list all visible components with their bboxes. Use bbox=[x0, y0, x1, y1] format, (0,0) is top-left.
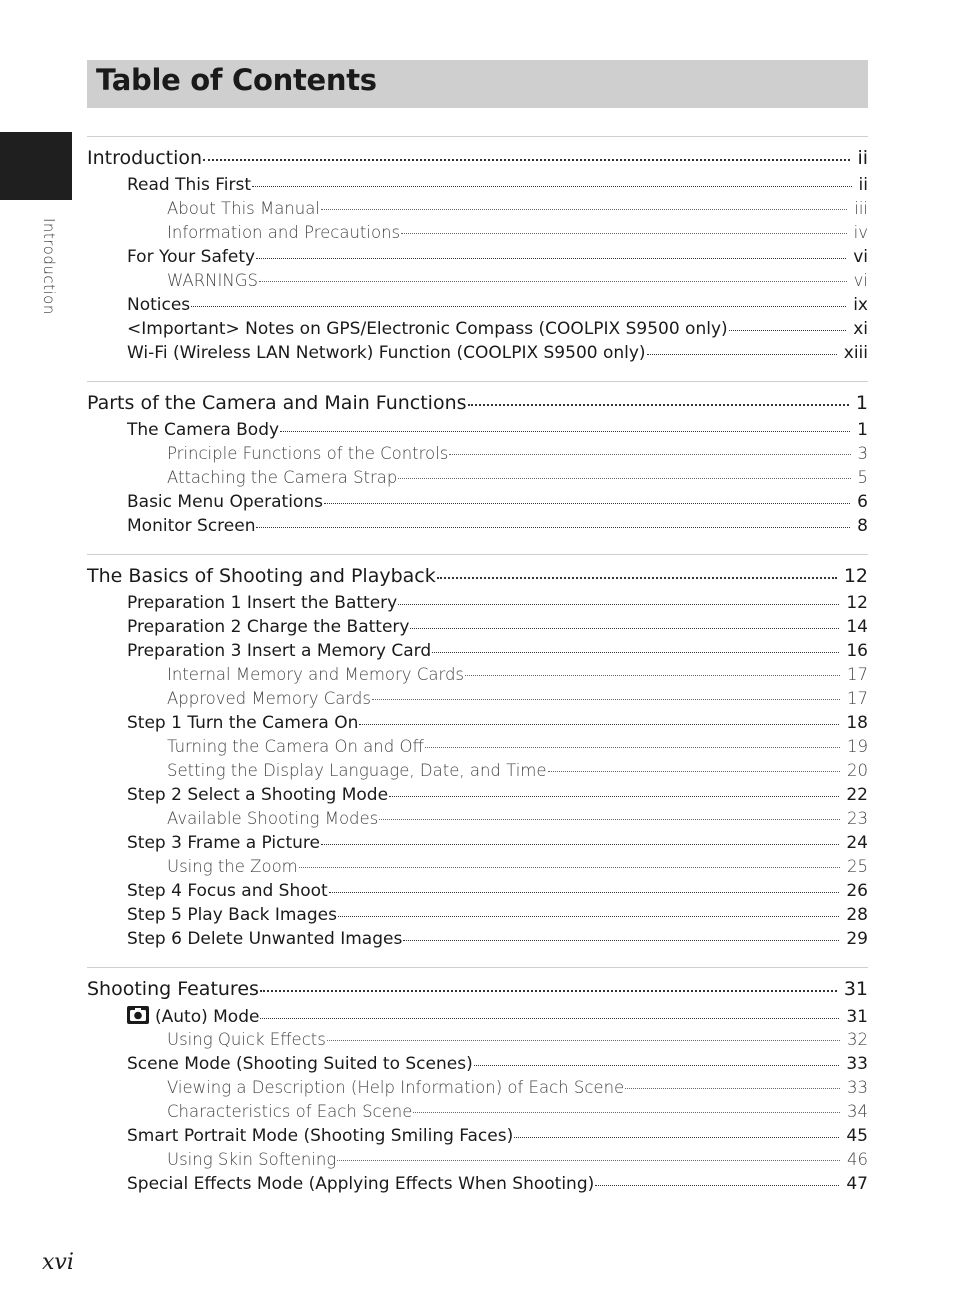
toc-entry-label bbox=[167, 735, 424, 759]
toc-entry-label bbox=[167, 1076, 624, 1100]
toc-subentry[interactable] bbox=[87, 855, 868, 879]
toc-page-number: 32 bbox=[847, 1030, 868, 1049]
dot-leader bbox=[468, 404, 849, 406]
dot-leader bbox=[389, 796, 839, 797]
toc-page-number: ix bbox=[853, 295, 868, 315]
toc-entry-text: Wi-Fi (Wireless LAN Network) Function (COOLPIX S9500 only) bbox=[127, 343, 646, 363]
toc-entry[interactable] bbox=[87, 615, 868, 639]
toc-entry[interactable] bbox=[87, 418, 868, 442]
toc-entry[interactable] bbox=[87, 514, 868, 538]
toc-page-number: 3 bbox=[857, 444, 868, 463]
toc-entry-label bbox=[127, 490, 323, 514]
title-bar bbox=[87, 60, 868, 108]
toc-entry-text: The Basics of Shooting and Playback bbox=[87, 565, 436, 587]
toc-entry[interactable] bbox=[87, 1172, 868, 1196]
toc-page-number: 19 bbox=[847, 737, 868, 756]
toc-entry-label bbox=[127, 418, 279, 442]
dot-leader bbox=[425, 747, 840, 748]
camera-icon bbox=[127, 1006, 149, 1024]
dot-leader bbox=[437, 577, 837, 579]
toc-page-number: iii bbox=[854, 199, 868, 218]
toc-entry-label bbox=[87, 143, 202, 173]
toc-entry-label bbox=[127, 1004, 259, 1029]
toc-entry-label bbox=[167, 221, 400, 245]
toc-entry-label bbox=[167, 855, 298, 879]
toc-entry-text: <Important> Notes on GPS/Electronic Compass (COOLPIX S9500 only) bbox=[127, 319, 728, 339]
dot-leader bbox=[625, 1088, 840, 1089]
toc-page-number: 31 bbox=[846, 1007, 868, 1027]
toc-entry-text: Basic Menu Operations bbox=[127, 492, 323, 512]
toc-entry-text: Step 4 Focus and Shoot bbox=[127, 881, 328, 901]
dot-leader bbox=[449, 454, 850, 455]
toc-entry-label bbox=[127, 711, 358, 735]
toc-page-number: 45 bbox=[846, 1126, 868, 1146]
toc-entry-label bbox=[87, 388, 467, 418]
toc-page-number: 25 bbox=[847, 857, 868, 876]
toc-chapter-entry[interactable] bbox=[87, 974, 868, 1004]
toc-entry-label bbox=[167, 663, 464, 687]
dot-leader bbox=[327, 1040, 840, 1041]
dot-leader bbox=[474, 1065, 840, 1066]
dot-leader bbox=[321, 209, 847, 210]
toc-entry-label bbox=[87, 974, 259, 1004]
toc-entry-text: WARNINGS bbox=[167, 271, 258, 290]
toc-entry-text: Information and Precautions bbox=[167, 223, 401, 242]
dot-leader bbox=[280, 431, 850, 432]
toc-page-number: 28 bbox=[846, 905, 868, 925]
toc-subentry[interactable] bbox=[87, 1076, 868, 1100]
dot-leader bbox=[548, 771, 840, 772]
dot-leader bbox=[514, 1137, 839, 1138]
toc-subentry[interactable] bbox=[87, 1148, 868, 1172]
toc-subentry[interactable] bbox=[87, 221, 868, 245]
toc-entry[interactable] bbox=[87, 783, 868, 807]
dot-leader bbox=[398, 478, 850, 479]
toc-page-number: xiii bbox=[843, 343, 868, 363]
toc-entry-text: The Camera Body bbox=[127, 420, 280, 440]
dot-leader bbox=[252, 186, 852, 187]
toc-entry-text: Notices bbox=[127, 295, 191, 315]
toc-subentry[interactable] bbox=[87, 197, 868, 221]
toc-page-number: ii bbox=[858, 175, 868, 195]
toc-entry-label bbox=[167, 1148, 336, 1172]
toc-entry-text: Shooting Features bbox=[87, 978, 259, 1000]
toc-page-number: 17 bbox=[847, 665, 868, 684]
toc-entry-label bbox=[127, 591, 397, 615]
toc-entry-text: Using Quick Effects bbox=[167, 1030, 326, 1049]
toc-page-number: ii bbox=[857, 147, 868, 169]
dot-leader bbox=[647, 354, 837, 355]
toc-entry[interactable] bbox=[87, 490, 868, 514]
toc-page-number: 24 bbox=[846, 833, 868, 853]
toc-page-number: 12 bbox=[846, 593, 868, 613]
toc-entry-label bbox=[127, 927, 402, 951]
toc-chapter-entry[interactable] bbox=[87, 561, 868, 591]
dot-leader bbox=[359, 724, 839, 725]
toc-entry-text: Read This First bbox=[127, 175, 252, 195]
toc-entry-label bbox=[167, 442, 448, 466]
toc-page-number: 1 bbox=[855, 392, 868, 414]
toc-entry-label bbox=[127, 317, 728, 341]
toc-entry-label bbox=[87, 561, 436, 591]
toc-entry-label bbox=[167, 1100, 412, 1124]
toc-page-number: 16 bbox=[846, 641, 868, 661]
dot-leader bbox=[338, 916, 839, 917]
toc-section bbox=[87, 136, 868, 365]
toc-entry-label bbox=[127, 1124, 513, 1148]
toc-page-number: 6 bbox=[857, 492, 868, 512]
toc-page-number: 5 bbox=[857, 468, 868, 487]
toc-entry-label bbox=[127, 903, 337, 927]
toc-entry-label bbox=[167, 687, 371, 711]
toc-section bbox=[87, 967, 868, 1196]
toc-entry-label bbox=[167, 1028, 326, 1052]
toc-entry[interactable] bbox=[87, 1124, 868, 1148]
toc-entry-text: Introduction bbox=[87, 147, 203, 169]
toc-subentry[interactable] bbox=[87, 1100, 868, 1124]
dot-leader bbox=[203, 159, 850, 161]
toc-page-number: 46 bbox=[847, 1150, 868, 1169]
dot-leader bbox=[403, 940, 839, 941]
toc-entry-text: Step 2 Select a Shooting Mode bbox=[127, 785, 389, 805]
toc-entry-label bbox=[127, 783, 388, 807]
dot-leader bbox=[337, 1160, 840, 1161]
toc-page-number: 12 bbox=[843, 565, 868, 587]
chapter-tab bbox=[0, 132, 72, 200]
toc-page-number: 18 bbox=[846, 713, 868, 733]
toc-subentry[interactable] bbox=[87, 466, 868, 490]
toc-entry-text: Scene Mode (Shooting Suited to Scenes) bbox=[127, 1054, 473, 1074]
toc-entry-text: Principle Functions of the Controls bbox=[167, 444, 449, 463]
toc-entry-label bbox=[167, 759, 547, 783]
toc-entry-text: Attaching the Camera Strap bbox=[167, 468, 398, 487]
toc-entry-text: About This Manual bbox=[167, 199, 320, 218]
dot-leader bbox=[256, 258, 846, 259]
toc-entry-text: Characteristics of Each Scene bbox=[167, 1102, 413, 1121]
toc-page-number: 14 bbox=[846, 617, 868, 637]
toc-entry-text: Internal Memory and Memory Cards bbox=[167, 665, 465, 684]
page-number: xvi bbox=[42, 1250, 74, 1275]
toc-page-number: 47 bbox=[846, 1174, 868, 1194]
toc-entry[interactable] bbox=[87, 1004, 868, 1028]
toc-entry-text: Viewing a Description (Help Information) of Each Scene bbox=[167, 1078, 625, 1097]
toc-entry-text: Special Effects Mode (Applying Effects When Shooting) bbox=[127, 1174, 595, 1194]
toc-entry[interactable] bbox=[87, 317, 868, 341]
toc-entry-text: (Auto) Mode bbox=[155, 1007, 260, 1027]
toc-entry[interactable] bbox=[87, 903, 868, 927]
toc-page-number: xi bbox=[853, 319, 868, 339]
toc-subentry[interactable] bbox=[87, 269, 868, 293]
toc-section bbox=[87, 381, 868, 538]
toc-entry-text: Turning the Camera On and Off bbox=[167, 737, 424, 756]
toc-page-number: 33 bbox=[846, 1054, 868, 1074]
toc-entry[interactable] bbox=[87, 591, 868, 615]
toc-entry-text: Smart Portrait Mode (Shooting Smiling Faces) bbox=[127, 1126, 514, 1146]
dot-leader bbox=[256, 527, 850, 528]
toc-entry-text: Approved Memory Cards bbox=[167, 689, 371, 708]
toc-entry-text: Step 1 Turn the Camera On bbox=[127, 713, 359, 733]
toc-entry[interactable] bbox=[87, 1052, 868, 1076]
toc-entry-text: For Your Safety bbox=[127, 247, 256, 267]
toc-page-number: 20 bbox=[847, 761, 868, 780]
toc-page-number: 1 bbox=[857, 420, 868, 440]
toc-entry-text: Setting the Display Language, Date, and Time bbox=[167, 761, 547, 780]
toc-subentry[interactable] bbox=[87, 442, 868, 466]
toc-entry[interactable] bbox=[87, 293, 868, 317]
toc-entry-text: Using Skin Softening bbox=[167, 1150, 337, 1169]
toc-entry-label bbox=[127, 639, 431, 663]
toc-subentry[interactable] bbox=[87, 663, 868, 687]
toc-subentry[interactable] bbox=[87, 735, 868, 759]
toc-page-number: 17 bbox=[847, 689, 868, 708]
dot-leader bbox=[191, 306, 846, 307]
dot-leader bbox=[595, 1185, 839, 1186]
toc-entry-label bbox=[167, 197, 320, 221]
toc-section bbox=[87, 554, 868, 951]
toc-entry-label bbox=[167, 466, 397, 490]
toc-entry-text: Using the Zoom bbox=[167, 857, 298, 876]
dot-leader bbox=[729, 330, 847, 331]
dot-leader bbox=[465, 675, 840, 676]
dot-leader bbox=[432, 652, 839, 653]
toc-entry-text: Available Shooting Modes bbox=[167, 809, 379, 828]
toc-entry-label bbox=[127, 615, 409, 639]
dot-leader bbox=[379, 819, 840, 820]
toc-entry-label bbox=[167, 269, 258, 293]
toc-subentry[interactable] bbox=[87, 807, 868, 831]
toc-entry-label bbox=[127, 514, 255, 538]
chapter-tab-label: Introduction bbox=[40, 218, 58, 315]
toc-entry-text: Step 6 Delete Unwanted Images bbox=[127, 929, 403, 949]
toc-subentry[interactable] bbox=[87, 687, 868, 711]
toc-chapter-entry[interactable] bbox=[87, 388, 868, 418]
dot-leader bbox=[299, 867, 840, 868]
toc-entry-text: Monitor Screen bbox=[127, 516, 256, 536]
toc-page-number: 23 bbox=[847, 809, 868, 828]
dot-leader bbox=[398, 604, 839, 605]
toc-entry-text: Preparation 1 Insert the Battery bbox=[127, 593, 398, 613]
toc-page-number: 26 bbox=[846, 881, 868, 901]
toc-entry-label bbox=[127, 245, 255, 269]
toc-entry[interactable] bbox=[87, 245, 868, 269]
toc-entry[interactable] bbox=[87, 831, 868, 855]
toc-page-number: 8 bbox=[857, 516, 868, 536]
dot-leader bbox=[410, 628, 839, 629]
toc-entry[interactable] bbox=[87, 879, 868, 903]
page-title: Table of Contents bbox=[96, 63, 377, 97]
dot-leader bbox=[321, 844, 839, 845]
toc-page-number: 29 bbox=[846, 929, 868, 949]
dot-leader bbox=[259, 281, 847, 282]
toc-subentry[interactable] bbox=[87, 759, 868, 783]
toc-entry-label bbox=[127, 1172, 594, 1196]
dot-leader bbox=[413, 1112, 840, 1113]
table-of-contents bbox=[87, 136, 868, 1212]
toc-page-number: 31 bbox=[843, 978, 868, 1000]
toc-page-number: 33 bbox=[847, 1078, 868, 1097]
toc-entry-label bbox=[127, 831, 320, 855]
toc-page-number: vi bbox=[853, 271, 868, 290]
toc-page-number: 34 bbox=[847, 1102, 868, 1121]
toc-subentry[interactable] bbox=[87, 1028, 868, 1052]
dot-leader bbox=[329, 892, 840, 893]
dot-leader bbox=[260, 990, 837, 992]
toc-entry[interactable] bbox=[87, 711, 868, 735]
toc-entry[interactable] bbox=[87, 173, 868, 197]
toc-entry-text: Parts of the Camera and Main Functions bbox=[87, 392, 467, 414]
dot-leader bbox=[372, 699, 840, 700]
dot-leader bbox=[260, 1018, 839, 1019]
toc-chapter-entry[interactable] bbox=[87, 143, 868, 173]
toc-entry[interactable] bbox=[87, 341, 868, 365]
dot-leader bbox=[324, 503, 850, 504]
toc-entry-label bbox=[127, 341, 646, 365]
toc-entry-text: Preparation 2 Charge the Battery bbox=[127, 617, 410, 637]
toc-entry-label bbox=[127, 1052, 473, 1076]
toc-page-number: vi bbox=[853, 247, 868, 267]
toc-entry[interactable] bbox=[87, 639, 868, 663]
toc-entry-text: Step 5 Play Back Images bbox=[127, 905, 337, 925]
dot-leader bbox=[401, 233, 847, 234]
toc-entry-label bbox=[127, 173, 251, 197]
toc-entry-text: Step 3 Frame a Picture bbox=[127, 833, 320, 853]
toc-page-number: iv bbox=[853, 223, 868, 242]
toc-entry-label bbox=[127, 293, 190, 317]
toc-page-number: 22 bbox=[846, 785, 868, 805]
toc-entry-text: Preparation 3 Insert a Memory Card bbox=[127, 641, 432, 661]
toc-entry-label bbox=[167, 807, 378, 831]
toc-entry-label bbox=[127, 879, 328, 903]
toc-entry[interactable] bbox=[87, 927, 868, 951]
